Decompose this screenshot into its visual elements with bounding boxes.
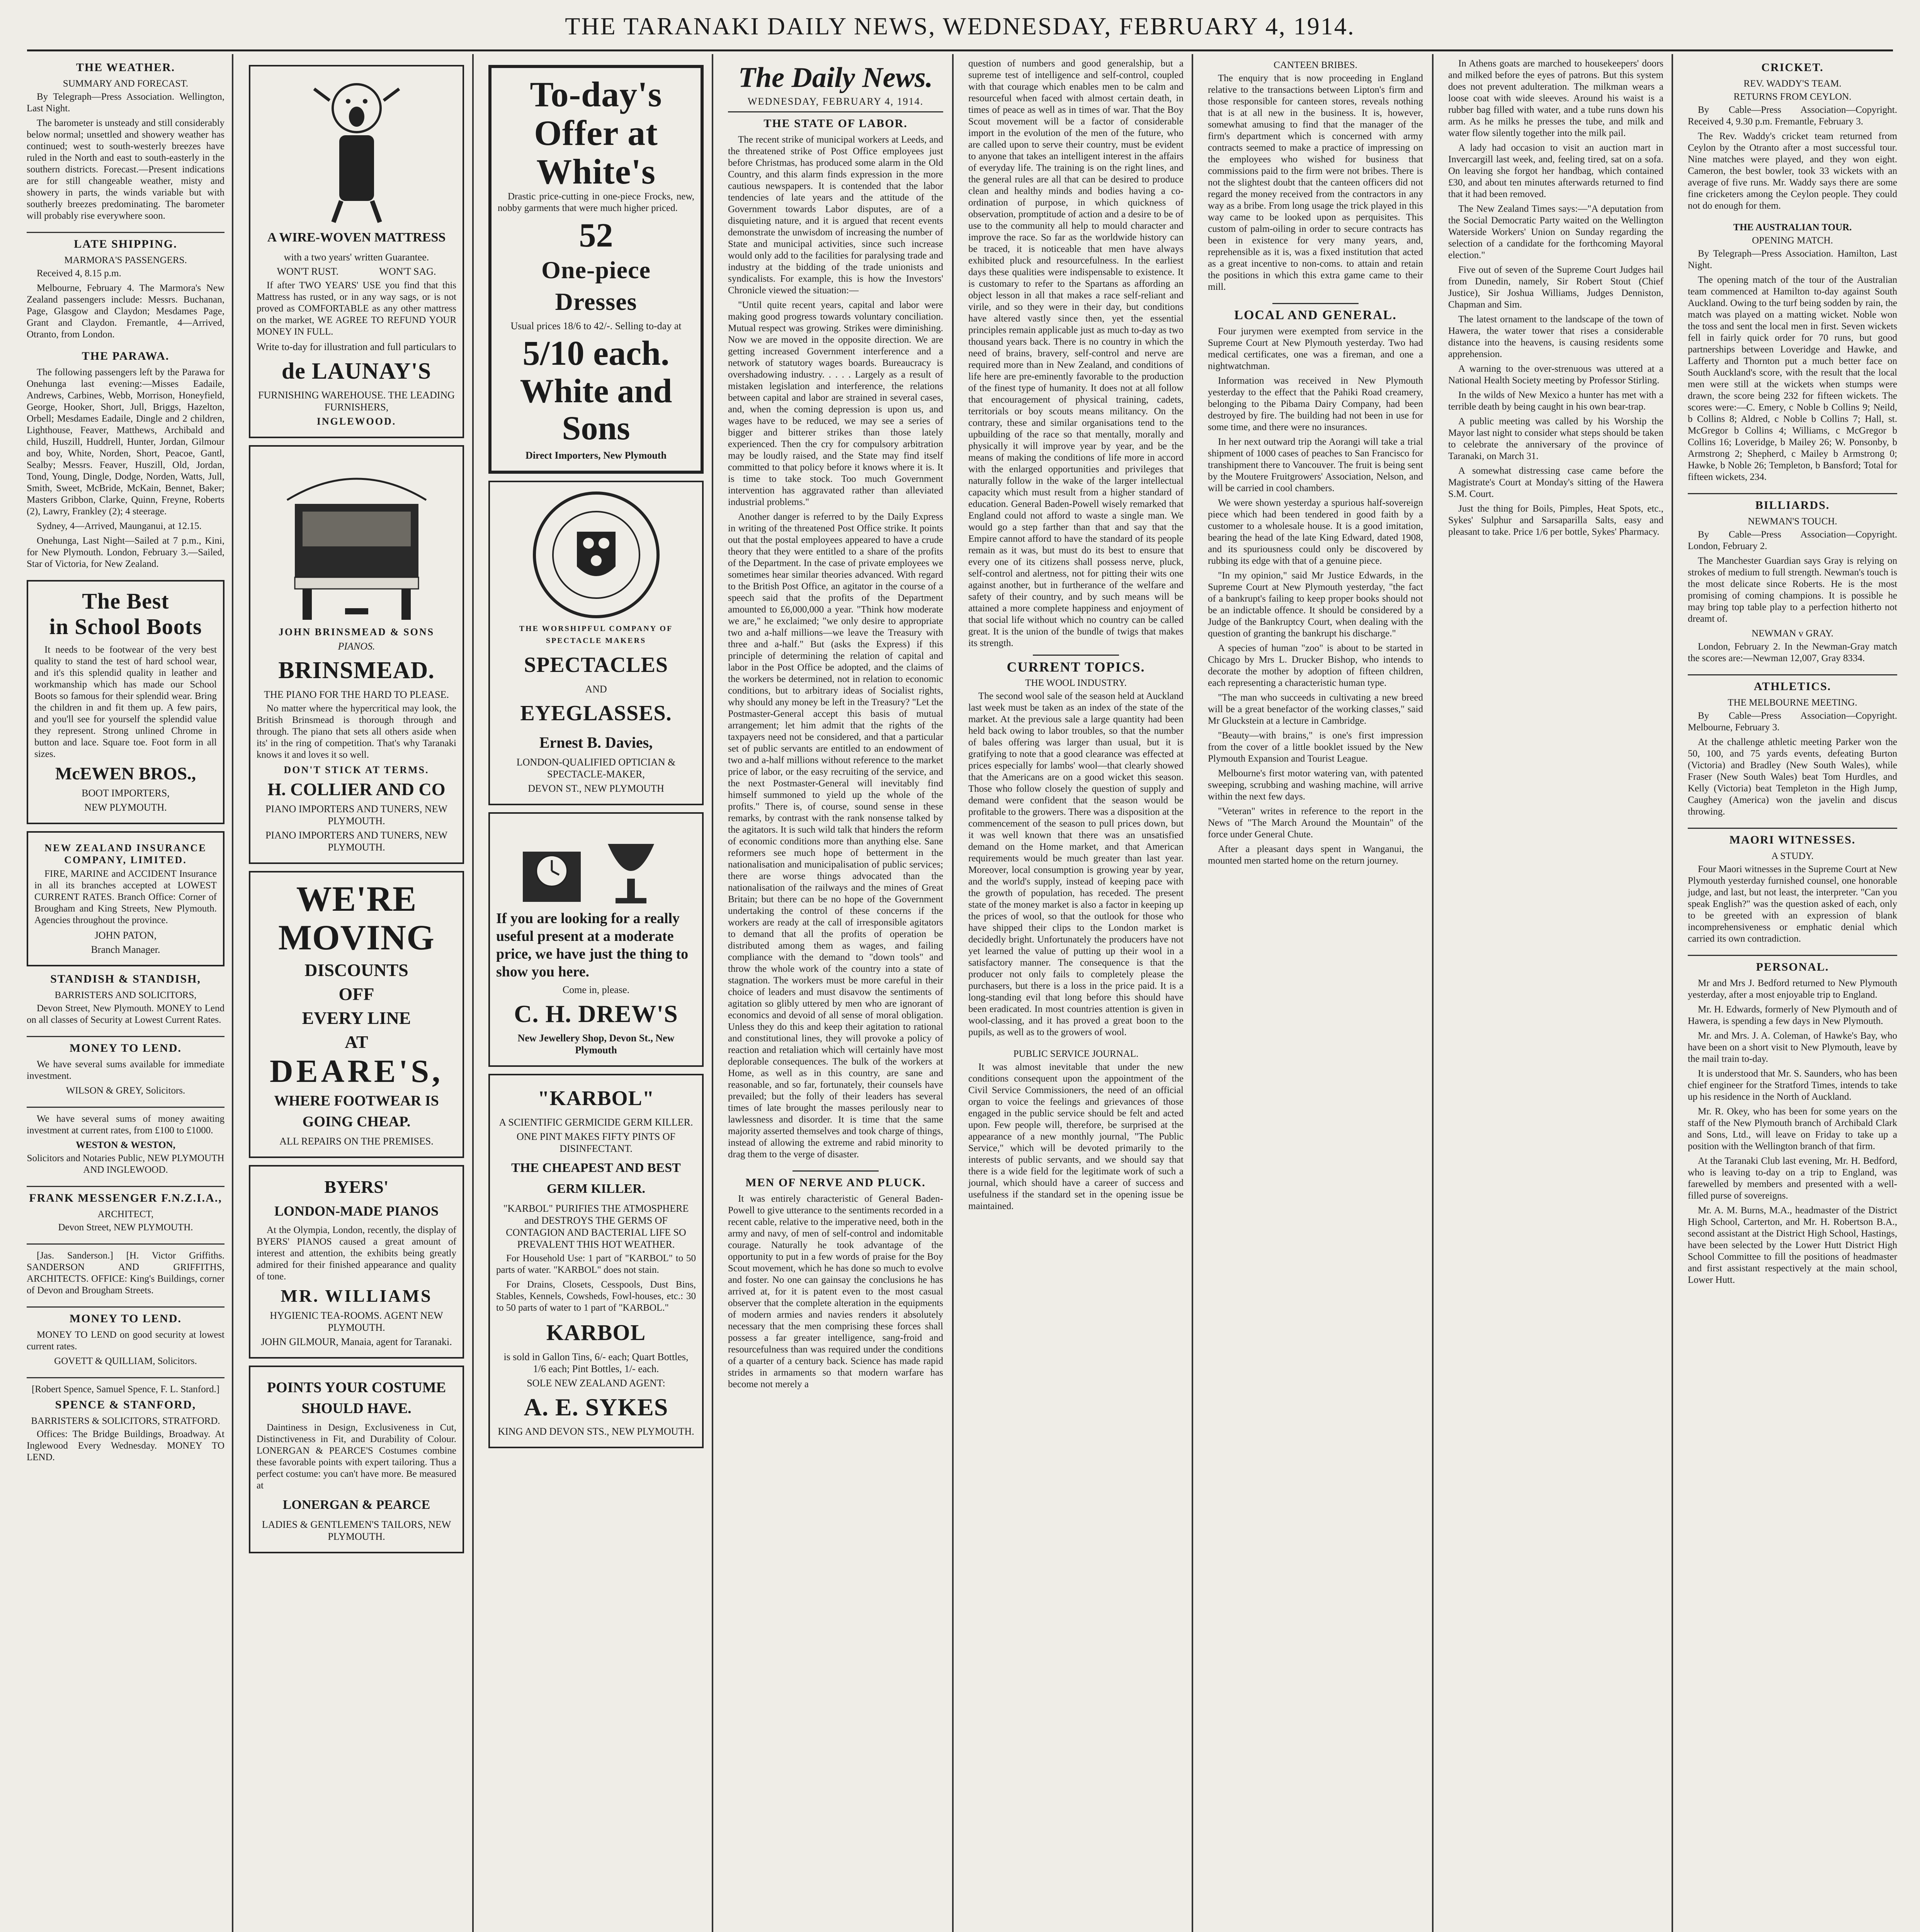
personal-item: Mr. R. Okey, who has been for some years on the staff of the New Plymouth branch of Archibald Clark and Sons, Ltd., will leave on Friday to take up a position with the Wellington branch of that firm. <box>1688 1106 1897 1151</box>
local-item: "In my opinion," said Mr Justice Edwards, in the Supreme Court at New Plymouth yesterday, "the fact of a bankrupt's failing to keep proper books should not be an indictable offence. It should be considered by a Judge of the Bankruptcy Court, when dealing with the question of granting the bankrupt his discharge." <box>1208 570 1423 639</box>
billiards-body-2: London, February 2. In the Newman-Gray match the scores are:—Newman 12,007, Gray 8334. <box>1688 641 1897 663</box>
karbol-firm: A. E. SYKES <box>524 1393 668 1421</box>
column-4 <box>723 58 949 1932</box>
spence-sub: BARRISTERS & SOLICITORS, STRATFORD. <box>31 1416 220 1426</box>
moving-slogan: WHERE FOOTWEAR IS GOING CHEAP. <box>274 1093 439 1130</box>
clock-and-trophy-illustration <box>511 821 681 910</box>
athletics-dateline: By Cable—Press Association—Copyright. Melbourne, February 3. <box>1688 711 1897 733</box>
piano-illustration <box>272 454 442 624</box>
divider <box>27 1186 224 1187</box>
column-6 <box>1202 58 1429 1932</box>
boots-firm: McEWEN BROS., <box>55 764 196 783</box>
weston-firm: WESTON & WESTON, <box>76 1140 175 1150</box>
divider <box>1033 655 1119 656</box>
editorial-date: WEDNESDAY, FEBRUARY 4, 1914. <box>728 96 943 112</box>
news-item: Just the thing for Boils, Pimples, Heat Spots, etc., Sykes' Sulphur and Sarsaparilla Salts, easy and pleasant to take. Price 1/6 per bottle, Sykes' Pharmacy. <box>1448 503 1663 537</box>
nameplate: The Daily News. <box>738 62 933 94</box>
athens-milk-item: In Athens goats are marched to housekeepers' doors and milked before the eyes of patrons. But this system does not prevent adulteration. The milkman wears a loose coat with wide sleeves. Around his waist is a rubber bag filled with water, and a tube runs down his arm. As he milks he presses the tube, and milk and water flow silently together into the milk pail. <box>1448 58 1663 138</box>
byers-piano-ad <box>249 1165 464 1359</box>
divider <box>1688 493 1897 494</box>
karbol-head: "KARBOL" <box>537 1087 655 1110</box>
nerve-continued: question of numbers and good generalship, but a supreme test of intelligence and self-control, coupled with that courage which enables men to be calm and resourceful when faced with almost certain death, in times of peace as well as in times of war. That the Boy Scout movement will be a factor of considerable import in the evolution of the men of the future, who are called upon to serve their country, must be evident to anyone that takes an intelligent interest in the affairs of everyday life. The training is on the right lines, and the general rules are all that can be desired to produce clean and healthy minds and bodies having a co-ordination of purpose, in which quickness of observation, promptitude of action and a desire to be of use to the community all help to mould character and improve the race. So far as the worldwide history can be traced, it is noticeable that men have always exhibited pluck and resourcefulness. In the earliest days these qualities were indispensable to existence. It is customary to refer to the Spartans as affording an object lesson in all that makes a race self-reliant and virile, and so they were in their day, but conditions have altered vastly since then, yet the essential principles remain applicable just as much to-day as two thousand years back. There is no country in which the need of brains, bravery, self-control and nerve are required more than in New Zealand, and conditions of life here are pre-eminently favorable to the production of the finest type of humanity. It does not at all follow that encouragement of physical training, cadets, territorials or boy scouts means militancy. On the contrary, these and similar organisations tend to the upbuilding of the race so that mentally, morally and physically it will improve year by year, and be the means of making the conditions of life more in accord with the enlarged opportunities and privileges that naturally follow in the wake of the larger intellectual capacity which must result from a higher standard of education. General Baden-Powell wisely remarked that England could not afford to waste a single man. We would go a step farther than that and say that the Empire cannot afford to have the standard of its people remain as it was, but must do its best to ensure that every one of its citizens shall possess nerve, pluck, self-control and alertness, not for pitting their wits one against another, but in furtherance of the welfare and safety of their country, and by such means will be attained a more complete happiness and enjoyment of that social life without which no country can be called great. It is the union of the bundle of twigs that makes its strength. <box>968 58 1184 648</box>
spence-head: SPENCE & STANFORD, <box>55 1398 196 1411</box>
govett-body: MONEY TO LEND on good security at lowest current rates. <box>27 1330 224 1352</box>
karbol-use-1: For Household Use: 1 part of "KARBOL" to 50 parts of water. "KARBOL" does not stain. <box>496 1253 696 1275</box>
karbol-body: "KARBOL" PURIFIES THE ATMOSPHERE and DESTROYS THE GERMS OF CONTAGION AND BACTERIAL LIFE SO PREVALENT THIS HOT WEATHER. <box>503 1203 689 1250</box>
personal-item: It is understood that Mr. S. Saunders, who has been chief engineer for the Stratford Times, intends to take up his residence in the North of Auckland. <box>1688 1068 1897 1102</box>
costume-head: POINTS YOUR COSTUME SHOULD HAVE. <box>267 1379 446 1417</box>
local-item: Four jurymen were exempted from service in the Supreme Court at New Plymouth yesterday. Two had medical certificates, one was a fireman, and one a nightwatchman. <box>1208 326 1423 371</box>
insurance-ad <box>27 831 224 966</box>
moving-firm: DEARE'S, <box>269 1053 444 1089</box>
billiards-title: BILLIARDS. <box>1755 499 1830 512</box>
whites-ad <box>488 65 704 474</box>
spectacles-ad <box>488 481 704 805</box>
athletics-body: At the challenge athletic meeting Parker won the 50, 100, and 75 yards events, defeating Burton (Victoria) and Bradley (New South Wales), while Fraser (New South Wales) beat Tom Hurdles, and Kelly (Victoria) beat Templeton in the High Jump, Caughey (America) won the javelin and discus throwing. <box>1688 737 1897 817</box>
column-rule <box>1432 54 1434 1932</box>
local-item: We were shown yesterday a spurious half-sovereign piece which had been tendered in good faith by a customer to a wholesale house. It is a good imitation, bearing the head of the late King Edward, dated 1908, and its spuriousness could only be discovered by rubbing its edge with that of a genuine piece. <box>1208 498 1423 566</box>
spectacles-head: SPECTACLES <box>524 653 668 677</box>
moving-head-1: WE'RE <box>296 879 417 918</box>
karbol-sold: is sold in Gallon Tins, 6/- each; Quart Bottles, 1/6 each; Pint Bottles, 1/- each. <box>503 1351 689 1374</box>
maori-title: MAORI WITNESSES. <box>1729 833 1856 846</box>
whites-firm: White and Sons <box>520 372 672 447</box>
divider <box>27 232 224 233</box>
costume-body: Daintiness in Design, Exclusiveness in Cut, Distinctiveness in Fit, and Durability of Colour. LONERGAN & PEARCE'S Costumes combine these favorable points with expert tailoring. Thus a perfect costume: you can't have more. Be measured at <box>257 1422 456 1491</box>
local-item: "Beauty—with brains," is one's first impression from the cover of a little booklet issued by the New Plymouth Expansion and Tourist League. <box>1208 730 1423 764</box>
divider <box>27 1107 224 1108</box>
school-boots-ad <box>27 580 224 824</box>
news-item: The New Zealand Times says:—"A deputation from the Social Democratic Party waited on the Wellington Waterside Workers' Union on Sunday regarding the selection of a candidate for the forthcoming Mayoral election." <box>1448 204 1663 260</box>
drew-jewellery-ad <box>488 812 704 1067</box>
mattress-slogan-2: WON'T SAG. <box>379 266 436 277</box>
state-of-labor-article <box>728 118 943 1160</box>
personal-item: Mr. and Mrs. J. A. Coleman, of Hawke's Bay, who have been on a short visit to New Plymouth, leave by the mail train to-day. <box>1688 1031 1897 1064</box>
mattress-firm: de LAUNAY'S <box>281 358 432 384</box>
news-item: In the wilds of New Mexico a hunter has met with a terrible death by being caught in his own bear-trap. <box>1448 390 1663 412</box>
spence-body: Offices: The Bridge Buildings, Broadway. At Inglewood Every Wednesday. MONEY TO LEND. <box>27 1429 224 1463</box>
money-firm: WILSON & GREY, Solicitors. <box>66 1085 185 1096</box>
whites-price: 5/10 each. <box>522 334 670 372</box>
govett-head: MONEY TO LEND. <box>70 1312 182 1325</box>
insurance-name: JOHN PATON, <box>94 930 157 941</box>
piano-body: No matter where the hypercritical may look, the British Brinsmead is thorough through and through. The piano that sets all others aside when its' in the ring of competition. That's why Taranaki knows it and loves it so well. <box>257 703 456 760</box>
column-8 <box>1682 58 1903 1932</box>
boots-body: It needs to be footwear of the very best quality to stand the test of hard school wear, and it's this splendid quality in leather and workmanship which has made our School Boots so famous for their splendid wear. Bring the children in and fit them up. A few pairs, and you'll see for yourself the splendid value they represent. Strong unlined Chrome in button and lace. Square toe. Foot form in all sizes. <box>34 645 217 759</box>
messenger-head: FRANK MESSENGER F.N.Z.I.A., <box>29 1192 222 1204</box>
shipping-title: LATE SHIPPING. <box>74 238 177 250</box>
cricket-section <box>1688 62 1897 212</box>
money-body: We have several sums available for immediate investment. <box>27 1059 224 1081</box>
column-2 <box>243 58 469 1932</box>
piano-cta: DON'T STICK AT TERMS. <box>284 764 429 776</box>
local-item: "Veteran" writes in reference to the report in the News of "The March Around the Mountain" of the force under General Chute. <box>1208 806 1423 840</box>
marmora-title: MARMORA'S PASSENGERS. <box>64 255 187 265</box>
column-5 <box>963 58 1189 1932</box>
billiards-body: The Manchester Guardian says Gray is relying on strokes of medium to full strength. Newman's touch is the most delicate since Roberts. He is the most promising of coming champions. It is possible he may bring top table play to a perfection hitherto not dreamt of. <box>1688 556 1897 624</box>
column-3 <box>483 58 709 1932</box>
athletics-sub: THE MELBOURNE MEETING. <box>1728 697 1857 708</box>
divider <box>1688 955 1897 956</box>
piano-tagline: THE PIANO FOR THE HARD TO PLEASE. <box>264 689 449 700</box>
public-service-article <box>968 1048 1184 1212</box>
moving-line-1: DISCOUNTS <box>304 960 408 980</box>
nerve-title: MEN OF NERVE AND PLUCK. <box>745 1176 926 1189</box>
nerve-paragraph-1: It was entirely characteristic of General Baden-Powell to give utterance to the sentiments recorded in a recent cable, relative to the imperative need, both in the army and navy, of men of self-control and indomitable courage. Naturally he took advantage of the opportunity to put in a few words of praise for the Boy Scout movement, which he has done so much to evolve and foster. No one can gainsay the conclusions he has arrived at, for it is patent even to the most casual observer that the complete alteration in the equipments of modern armies and navies renders it absolutely necessary that the men comprising these forces shall possess a far greater intelligence, sang-froid and resourcefulness than was required under the conditions of a quarter of a century back. Science has made rapid strides in armaments so that modern warfare has become not merely a <box>728 1194 943 1389</box>
labor-paragraph-2: "Until quite recent years, capital and labor were making good progress towards voluntary conciliation. Mutual respect was growing. Strikes were diminishing. Now we are moved in the opposite direction. We are getting increased Government interference and a network of statutory wages boards. Bureaucracy is overshadowing industry. . . . . Largely as a result of mistaken legislation and interference, the relations between capital and labor are strained in several cases, and, when the coming depression is upon us, and wages have to be reduced, we may see a series of bigger and bitterer strikes than those lately experienced. Then the cry for compulsory arbitration may be loudly raised, and the State may find itself committed to that policy before it knows where it is. It is time to take stock. Too much Government intervention has aggravated rather than alleviated industrial problems." <box>728 300 943 507</box>
weather-title: THE WEATHER. <box>76 61 175 74</box>
divider <box>27 1306 224 1308</box>
nerve-article <box>728 1177 943 1390</box>
personal-item: Mr. H. Edwards, formerly of New Plymouth and of Hawera, is spending a few days in New Plymouth. <box>1688 1004 1897 1026</box>
weston-body: We have several sums of money awaiting investment at current rates, from £100 to £1000. <box>27 1114 224 1136</box>
weather-dateline: By Telegraph—Press Association. Wellington, Last Night. <box>27 92 224 114</box>
local-item: Melbourne's first motor watering van, with patented sweeping, scrubbing and washing machine, will arrive within the next few days. <box>1208 768 1423 802</box>
whites-sub: Direct Importers, New Plymouth <box>525 450 667 461</box>
masthead-text: THE TARANAKI DAILY NEWS, WEDNESDAY, FEBRUARY 4, 1914. <box>565 12 1355 40</box>
personal-section <box>1688 961 1897 1286</box>
moving-head-2: MOVING <box>278 918 435 957</box>
karbol-ad <box>488 1074 704 1448</box>
karbol-name: KARBOL <box>546 1320 646 1345</box>
divider <box>1688 674 1897 675</box>
standish-body: Devon Street, New Plymouth. MONEY to Lend on all classes of Security at Lowest Current Rates. <box>27 1003 224 1025</box>
byers-head: BYERS' <box>324 1177 389 1197</box>
mattress-head: A WIRE-WOVEN MATTRESS <box>267 230 446 245</box>
parawa-title: THE PARAWA. <box>82 350 170 362</box>
boots-town: NEW PLYMOUTH. <box>84 802 167 813</box>
karbol-addr: KING AND DEVON STS., NEW PLYMOUTH. <box>498 1426 694 1437</box>
parawa-body: The following passengers left by the Parawa for Onehunga last evening:—Misses Eadaile, Andrews, Carbines, Webb, Morrison, Honeyfield, George, Hooker, Short, Jull, Briggs, Hazelton, Orbell; Mesdames Eadaile, Dingle and 2 children, Lighthouse, Feaver, Matthews, Archibald and child, Huszill, Huddrell, Hunter, Jordan, Gilmour and boy, White, Norden, Short, Peacoe, Gantl, Sealby; Messrs. Feaver, Huszill, Old, Jordan, Tond, Young, Dingle, Dodge, Norden, Watts, Jull, Smith, Sweet, McBride, McKain, Bennet, Baker; Masters Gribbon, Clarke, Quinn, Freyne, Roberts (2), Lawry, Frankley (2); 4 steerage. <box>27 367 224 517</box>
govett-ad <box>27 1313 224 1367</box>
column-rule <box>1672 54 1673 1932</box>
moving-line-2: OFF <box>338 984 374 1004</box>
canteen-title: CANTEEN BRIBES. <box>1274 60 1357 70</box>
tour-dateline: By Telegraph—Press Association. Hamilton, Last Night. <box>1688 248 1897 270</box>
shipping-received: Received 4, 8.15 p.m. <box>37 268 121 279</box>
masthead-rule <box>27 49 1893 51</box>
billiards-sub: NEWMAN'S TOUCH. <box>1748 516 1837 527</box>
insurance-head: NEW ZEALAND INSURANCE COMPANY, LIMITED. <box>44 842 207 866</box>
weather-section <box>27 62 224 222</box>
costume-sub: LADIES & GENTLEMEN'S TAILORS, NEW PLYMOUTH. <box>262 1519 451 1542</box>
athletics-section <box>1688 681 1897 818</box>
standish-head: STANDISH & STANDISH, <box>50 973 201 985</box>
local-item: "The man who succeeds in cultivating a new breed will be a great benefactor of the working classes," said Mr Gluckstein at a lecture in Cambridge. <box>1208 692 1423 726</box>
column-7 <box>1443 58 1669 1932</box>
insurance-role: Branch Manager. <box>91 944 160 955</box>
mattress-sub: with a two years' written Guarantee. <box>284 252 429 263</box>
drew-firm: C. H. DREW'S <box>514 1000 678 1027</box>
deares-moving-ad <box>249 871 464 1158</box>
cricket-title: CRICKET. <box>1761 61 1824 74</box>
news-item: A warning to the over-strenuous was uttered at a National Health Society meeting by Professor Stirling. <box>1448 364 1663 386</box>
sanderson-body: [Jas. Sanderson.] [H. Victor Griffiths. SANDERSON AND GRIFFITHS, ARCHITECTS. OFFICE: King's Buildings, corner of Devon and Brougham Streets. <box>27 1250 224 1296</box>
weather-subtitle: SUMMARY AND FORECAST. <box>63 78 189 89</box>
journal-body: It was almost inevitable that under the new conditions consequent upon the appointment of the Civil Service Commissioners, the need of an official organ to voice the feelings and grievances of those engaged in the public service should be felt and acted upon. Few people will, therefore, be surprised at the appearance of a new monthly journal, "The Public Service," which will be devoted primarily to the interests of public servants, and we should say that there is a wide field for the legitimate work of such a journal, which should have a career of success and usefulness if the standard set in the opening issue be maintained. <box>968 1062 1184 1211</box>
messenger-addr: Devon Street, NEW PLYMOUTH. <box>58 1222 193 1233</box>
personal-title: PERSONAL. <box>1756 961 1829 973</box>
sanderson-ad <box>27 1250 224 1296</box>
shouting-man-illustration <box>306 73 407 224</box>
mattress-town: INGLEWOOD. <box>316 416 396 427</box>
karbol-agent: SOLE NEW ZEALAND AGENT: <box>527 1378 665 1389</box>
column-1 <box>21 58 230 1932</box>
labor-paragraph-1: The recent strike of municipal workers at Leeds, and the threatened strike of Post Office employees just before Christmas, has produced some alarm in the Old Country, and this alarm finds expression in the more cautious newspapers. It is contended that the labor tendencies of late years and the attitude of the Government towards Labor disputes, are of a disquieting nature, and it is argued that recent events demonstrate the unwisdom of increasing the number of State and municipal activities, since such increase would only add to the facilities for paralysing trade and industry at the bidding of the trade unionists and syndicalists. For example, this is how the Investors' Chronicle viewed the situation:— <box>728 134 943 296</box>
current-topics-title: CURRENT TOPICS. <box>1007 659 1145 675</box>
column-rule <box>952 54 954 1932</box>
karbol-line-1: ONE PINT MAKES FIFTY PINTS OF DISINFECTANT. <box>517 1131 675 1154</box>
byers-agent: HYGIENIC TEA-ROOMS. AGENT NEW PLYMOUTH. <box>270 1310 443 1333</box>
cricket-sub-2: RETURNS FROM CEYLON. <box>1733 92 1852 102</box>
shipping-section <box>27 238 224 340</box>
costume-firm: LONERGAN & PEARCE <box>282 1498 430 1512</box>
wool-article <box>968 677 1184 1038</box>
lonergan-costume-ad <box>249 1366 464 1553</box>
column-rule <box>472 54 474 1932</box>
piano-sub-2: PIANO IMPORTERS AND TUNERS, NEW PLYMOUTH. <box>265 830 448 853</box>
state-of-labor-title: THE STATE OF LABOR. <box>764 117 908 130</box>
karbol-line-2: THE CHEAPEST AND BEST GERM KILLER. <box>511 1161 681 1196</box>
messenger-role: ARCHITECT, <box>97 1209 154 1219</box>
moving-foot: ALL REPAIRS ON THE PREMISES. <box>279 1136 434 1147</box>
local-general-title: LOCAL AND GENERAL. <box>1234 308 1397 322</box>
boots-trade: BOOT IMPORTERS, <box>82 787 170 799</box>
column-rule <box>232 54 233 1932</box>
piano-pianos-label: PIANOS. <box>338 641 375 652</box>
cricket-dateline: By Cable—Press Association—Copyright. Received 4, 9.30 p.m. Fremantle, February 3. <box>1688 105 1897 127</box>
moving-line-3: EVERY LINE <box>302 1008 411 1028</box>
local-item: Information was received in New Plymouth yesterday to the effect that the Pahiki Road creamery, belonging to the Pibama Dairy Company, had been destroyed by fire. The building had not been in use for some time, and there were no insurances. <box>1208 376 1423 432</box>
piano-name: BRINSMEAD. <box>278 657 435 684</box>
spence-top: [Robert Spence, Samuel Spence, F. L. Stanford.] <box>31 1384 220 1395</box>
spectacle-makers-seal <box>531 489 662 621</box>
spectacles-head-2: EYEGLASSES. <box>520 701 672 725</box>
spectacles-name: Ernest B. Davies, <box>539 734 653 751</box>
piano-firm: H. COLLIER AND CO <box>267 779 446 799</box>
personal-item: Mr and Mrs J. Bedford returned to New Plymouth yesterday, after a most enjoyable trip to England. <box>1688 978 1897 1000</box>
billiards-dateline: By Cable—Press Association—Copyright. London, February 2. <box>1688 529 1897 551</box>
news-item: A somewhat distressing case came before the Magistrate's Court at Monday's sitting of the Hawera S.M. Court. <box>1448 466 1663 499</box>
divider <box>27 1243 224 1245</box>
news-item: The latest ornament to the landscape of the town of Hawera, the water tower that rises a considerable distance into the heavens, is causing residents some apprehension. <box>1448 314 1663 359</box>
mattress-write: Write to-day for illustration and full particulars to <box>257 341 456 352</box>
boots-head-2: in School Boots <box>49 614 202 639</box>
byers-name: MR. WILLIAMS <box>281 1286 432 1306</box>
weather-body: The barometer is unsteady and still considerably below normal; unsettled and showery weather has continued; west to south-westerly breezes have ruled in the North and east to south-easterly in the southern districts. Forecast.—Present indications are for still changeable weather, misty and showery in parts, the winds variable but with southerly breezes predominating. The barometer will probably rise everywhere soon. <box>27 118 224 221</box>
divider <box>1688 828 1897 829</box>
maori-body: Four Maori witnesses in the Supreme Court at New Plymouth yesterday furnished counsel, one honorable judge, and last, but not least, the interpreter. "Can you speak English?" was the question asked of each, only to be greeted with an expression of blank incomprehensiveness or emphatic denial which carried its own contradiction. <box>1688 864 1897 944</box>
news-item: A lady had occasion to visit an auction mart in Invercargill last week, and, feeling tired, sat on a sofa. On leaving she forgot her handbag, which contained £30, and about ten minutes afterwards returned to find that it had been removed. <box>1448 143 1663 199</box>
labor-paragraph-3: Another danger is referred to by the Daily Express in writing of the threatened Post Office strike. It points out that the postal employees appeared to have a crude theory that they were entitled to a share of the profits of the Department. In the case of private employees we sometimes hear similar theories advanced. With regard to the British Post Office, an agitator in the course of a speech said that the profits of the Department amounted to £6,000,000 a year. "Think how moderate we are," he exclaimed; "we only desire to appropriate two and a-half millions—we leave the Treasury with three and a-half." But (asks the Express) if this principle of determining the relation of capital and labor in the Post Office be adopted, and the claims of the workers be determined, not in relation to economic conditions, but to arbitrary ideas of Socialist rights, why should any money be left in the Treasury? "Let the Postmaster-General accept this basis of mutual arrangement; let him admit that the rights of the taxpayers need not be considered, and that a particular set of public servants are entitled to an endowment of two and a-half millions without reference to the market price of labor, or the easy recruiting of the service, and the next Postmaster-General will inevitably find himself summoned to yield up the whole of the profits." There is, of course, sound sense in these remarks, by contrast with the rank nonsense talked by the agitators. It is such wild talk that hinders the reform of economic conditions more than anything else. Sane reformers see much hope of betterment in the nationalisation and municipalisation of public services; there are worse things advocated than the nationalisation of the railways and the mines of Great Britain; but there can be no hope of the Government undertaking the control of these concerns if the workers are ready at the call of irresponsible agitators to demand that all the profits of operation be distributed among them as wages, and failing compliance with the demand to "down tools" and throw the whole work of the country into a state of stagnation. The workers must be more careful in their choice of leaders and must disavow the sentiments of agitation so glibly uttered by men who are ignorant of economics and devoid of all sense of moral obligation. Unless they do this and keep their agitation to rational and constitutional lines, they will provoke a policy of reaction and retaliation which will certainly have most deplorable consequences. The bulk of the workers at Home, as well as in this country, are sane and reasonable, and so far, fortunately, their counsels have prevailed; but the folly of their leaders has several times of late brought the masses perilously near to lawlessness and disorder. It is time that the same majority asserted themselves and took charge of things, instead of allowing the extreme and rabid minority to drag them to the verge of disaster. <box>728 512 943 1160</box>
journal-title: PUBLIC SERVICE JOURNAL. <box>1013 1049 1139 1059</box>
local-item: After a pleasant days spent in Wanganui, the mounted men started home on the return journey. <box>1208 844 1423 866</box>
mattress-trade: FURNISHING WAREHOUSE. THE LEADING FURNISHERS, <box>258 389 455 413</box>
whites-head: To-day's Offer at White's <box>530 75 662 191</box>
standish-sub: BARRISTERS AND SOLICITORS, <box>54 990 197 1000</box>
personal-item: Mr. A. M. Burns, M.A., headmaster of the District High School, Carterton, and Mr. H. Robertson B.A., second assistant at the District High School, Hastings, have been selected by the Lower Hutt District High School Committee to fill the positions of headmaster and first assistant respectively at the main school, Lower Hutt. <box>1688 1205 1897 1285</box>
billiards-section <box>1688 500 1897 664</box>
tour-sub: OPENING MATCH. <box>1752 235 1833 246</box>
masthead <box>0 0 1920 52</box>
byers-body: At the Olympia, London, recently, the display of BYERS' PIANOS caused a great amount of interest and attention, the exhibits being greatly admired for their finished appearance and quality of tone. <box>257 1225 456 1282</box>
wilson-grey-ad <box>27 1043 224 1097</box>
karbol-use-2: For Drains, Closets, Cesspools, Dust Bins, Stables, Kennels, Cowsheds, Fowl-houses, etc.: 30 to 50 parts of water to 1 part of "KARBOL." <box>496 1279 696 1313</box>
tour-body: The opening match of the tour of the Australian team commenced at Hamilton to-day against South Auckland. Owing to the turf being sodden by rain, the match was played on a matting wicket. Noble won the toss and sent the local men in first. Seven wickets fell in fairly quick order for 70 runs, but good partnerships between Loveridge and Hawke, and Lafferty and Thornton put a much better face on South Auckland's score, with the result that the local men were still at the wickets when stumps were drawn, the score being 232 for fifteen wickets. The scores were:—C. Emery, c Noble b Collins 9; Neild, b Collins 8; Aldred, c Noble b Collins 7; Hall, st. McGregor b Collins 4; Williams, c McGregor b Collins 16; Loveridge, b Mailey 26; W. Ponsonby, b Armstrong 2; Shepherd, c Mailey b Armstrong 0; Hawke, b Noble 26; Templeton, b Bansford; Total for fifteen wickets, 234. <box>1688 275 1897 482</box>
mattress-slogan-1: WON'T RUST. <box>277 266 339 277</box>
parawa-onehunga: Onehunga, Last Night—Sailed at 7 p.m., Kini, for New Plymouth. London, February 3.—Sailed, Star of Victoria, for New Zealand. <box>27 536 224 569</box>
whites-body: Drastic price-cutting in one-piece Frocks, new, nobby garments that were much higher priced. <box>498 191 694 213</box>
divider <box>27 1036 224 1037</box>
spectacles-and: AND <box>585 684 607 695</box>
cricket-sub: REV. WADDY'S TEAM. <box>1743 78 1842 89</box>
divider <box>1272 303 1359 304</box>
drew-sub: New Jewellery Shop, Devon St., New Plymouth <box>517 1032 675 1056</box>
divider <box>792 1170 879 1172</box>
piano-logo-text: JOHN BRINSMEAD & SONS <box>278 626 435 638</box>
govett-firm: GOVETT & QUILLIAM, Solicitors. <box>54 1356 197 1366</box>
mattress-ad <box>249 65 464 438</box>
money-head: MONEY TO LEND. <box>70 1042 182 1054</box>
column-rule <box>712 54 713 1932</box>
whites-usual: Usual prices 18/6 to 42/-. Selling to-day at <box>510 320 682 332</box>
spence-ad <box>27 1384 224 1463</box>
spectacles-sub: LONDON-QUALIFIED OPTICIAN & SPECTACLE-MAKER, <box>516 757 676 780</box>
moving-line-4: AT <box>345 1032 368 1052</box>
whites-product: One-piece Dresses <box>541 256 651 315</box>
drew-body: If you are looking for a really useful present at a moderate price, we have just the thing to show you here. <box>496 910 689 980</box>
athletics-title: ATHLETICS. <box>1753 680 1832 693</box>
divider <box>27 1377 224 1378</box>
weston-ad <box>27 1113 224 1176</box>
personal-item: At the Taranaki Club last evening, Mr. H. Bedford, who is leaving to-day on a trip to England, was farewelled by members and presented with a well-filled purse of sovereigns. <box>1688 1156 1897 1201</box>
cricket-body: The Rev. Waddy's cricket team returned from Ceylon by the Otranto after a most successful tour. Nine matches were played, and they won eight. Cameron, the best bowler, took 33 wickets with an average of five runs. Mr. Waddy says there are some fine cricketers among the Ceylon people. They could not do enough for them. <box>1688 131 1897 211</box>
wool-title: THE WOOL INDUSTRY. <box>1025 678 1127 688</box>
drew-cta: Come in, please. <box>562 984 630 995</box>
standish-ad <box>27 973 224 1026</box>
whites-number: 52 <box>579 217 613 254</box>
brinsmead-piano-ad <box>249 445 464 864</box>
spectacles-addr: DEVON ST., NEW PLYMOUTH <box>528 783 664 794</box>
boots-head-1: The Best <box>82 588 169 614</box>
weston-sub: Solicitors and Notaries Public, NEW PLYMOUTH AND INGLEWOOD. <box>27 1153 224 1175</box>
parawa-sydney: Sydney, 4—Arrived, Maunganui, at 12.15. <box>37 521 202 531</box>
karbol-sub: A SCIENTIFIC GERMICIDE GERM KILLER. <box>499 1117 693 1128</box>
byers-other: JOHN GILMOUR, Manaia, agent for Taranaki. <box>261 1336 452 1347</box>
australian-tour-section <box>1688 222 1897 483</box>
news-item: Five out of seven of the Supreme Court Judges hail from Dunedin, namely, Sir Robert Stout (Chief Justice), Sir Joshua Williams, Judges Denniston, Chapman and Sim. <box>1448 265 1663 310</box>
maori-sub: A STUDY. <box>1771 851 1814 861</box>
shipping-body: Melbourne, February 4. The Marmora's New Zealand passengers include: Messrs. Buchanan, Page, Glasgow and Claydon; Mesdames Page, Grant and Claydon. Fremantle, 4—Arrived, Otranto, from London. <box>27 283 224 340</box>
local-item: A species of human "zoo" is about to be started in Chicago by Mrs L. Drucker Bishop, who intends to decorate the mother by adoption of fifteen children, each representing a characteristic human type. <box>1208 643 1423 688</box>
column-rule <box>1192 54 1193 1932</box>
messenger-ad <box>27 1192 224 1233</box>
seal-text: THE WORSHIPFUL COMPANY OF SPECTACLE MAKERS <box>519 624 673 645</box>
local-item: In her next outward trip the Aorangi will take a trial shipment of 1000 cases of peaches to San Francisco for transhipment there to Vancouver. The fruit is being sent by the Moutere Fruitgrowers' Association, Nelson, and will be carried in cool chambers. <box>1208 437 1423 493</box>
byers-sub: LONDON-MADE PIANOS <box>274 1203 439 1219</box>
parawa-section <box>27 350 224 570</box>
mattress-body: If after TWO YEARS' USE you find that this Mattress has rusted, or in any way sags, or is not proved as COMFORTABLE as any other mattress on the market, WE AGREE TO REFUND YOUR MONEY IN FULL. <box>257 280 456 337</box>
maori-witnesses-section <box>1688 834 1897 945</box>
tour-title: THE AUSTRALIAN TOUR. <box>1733 222 1852 233</box>
wool-body: The second wool sale of the season held at Auckland last week must be taken as an index of the state of the market. At the previous sale a large quantity had been held back owing to labor troubles, so that the number of bales offering was larger than usual, but it is gratifying to note that a good clearance was effected at prices especially for lambs' wool—that clearly showed that the Americans are on a good wicket this season. Those who follow closely the question of supply and demand were confident that the season would be profitable to the growers. There was a disposition at the commencement of the season to pull prices down, but it was well known that there was an unsatisfied demand on the Home market, and that American requirements would be much greater than last year. Moreover, local consumption is growing year by year, and the world's supply, instead of keeping pace with the growth of population, has receded. The present state of the money market is also a factor in keeping up the prices of wool, so that the outlook for those who have shipped their clips to the London market is decidedly bright. Unfortunately the producers have not yet learned the value of putting up their wool in a satisfactory manner. The consequence is that the producer not only fails to completely please the purchasers, but there is a loss in the price paid. It is a long-standing evil that long before this should have been eradicated. In most countries attention is given in wool-classing, and it has proved a great boon to the pupils, as well as to the growers of wool. <box>968 691 1184 1037</box>
canteen-body: The enquiry that is now proceeding in England relative to the transactions between Lipton's firm and those responsible for canteen stores, reveals nothing that is at all new in the business. It is, however, somewhat amusing to find that the manager of the firm's department which is concerned with army contracts seemed to make a practice of impressing on the employees who wished for business that commissions paid to the firm were not bribes. There is not the slightest doubt that the canteen officers did not regard the money received from the contractors in any way as a bribe. From long usage the trick played in this way came to be looked upon as perquisites. This custom of palm-oiling in order to secure contracts has been in existence for very many years, and, reprehensible as it is, was a fixed institution that acted as a great incentive to non-coms. to attain and retain the positions in which this extra game came to their mill. <box>1208 73 1423 292</box>
canteen-article <box>1208 60 1423 293</box>
billiards-sub-3: NEWMAN v GRAY. <box>1752 628 1833 639</box>
insurance-body: FIRE, MARINE and ACCIDENT Insurance in all its branches accepted at LOWEST CURRENT RATES. Branch Office: Corner of Brougham and King Streets, New Plymouth. Agencies throughout the province. <box>34 869 217 925</box>
news-item: A public meeting was called by his Worship the Mayor last night to consider what steps should be taken to celebrate the anniversary of the province of Taranaki, on March 31. <box>1448 416 1663 461</box>
piano-sub: PIANO IMPORTERS AND TUNERS, NEW PLYMOUTH. <box>265 803 448 827</box>
